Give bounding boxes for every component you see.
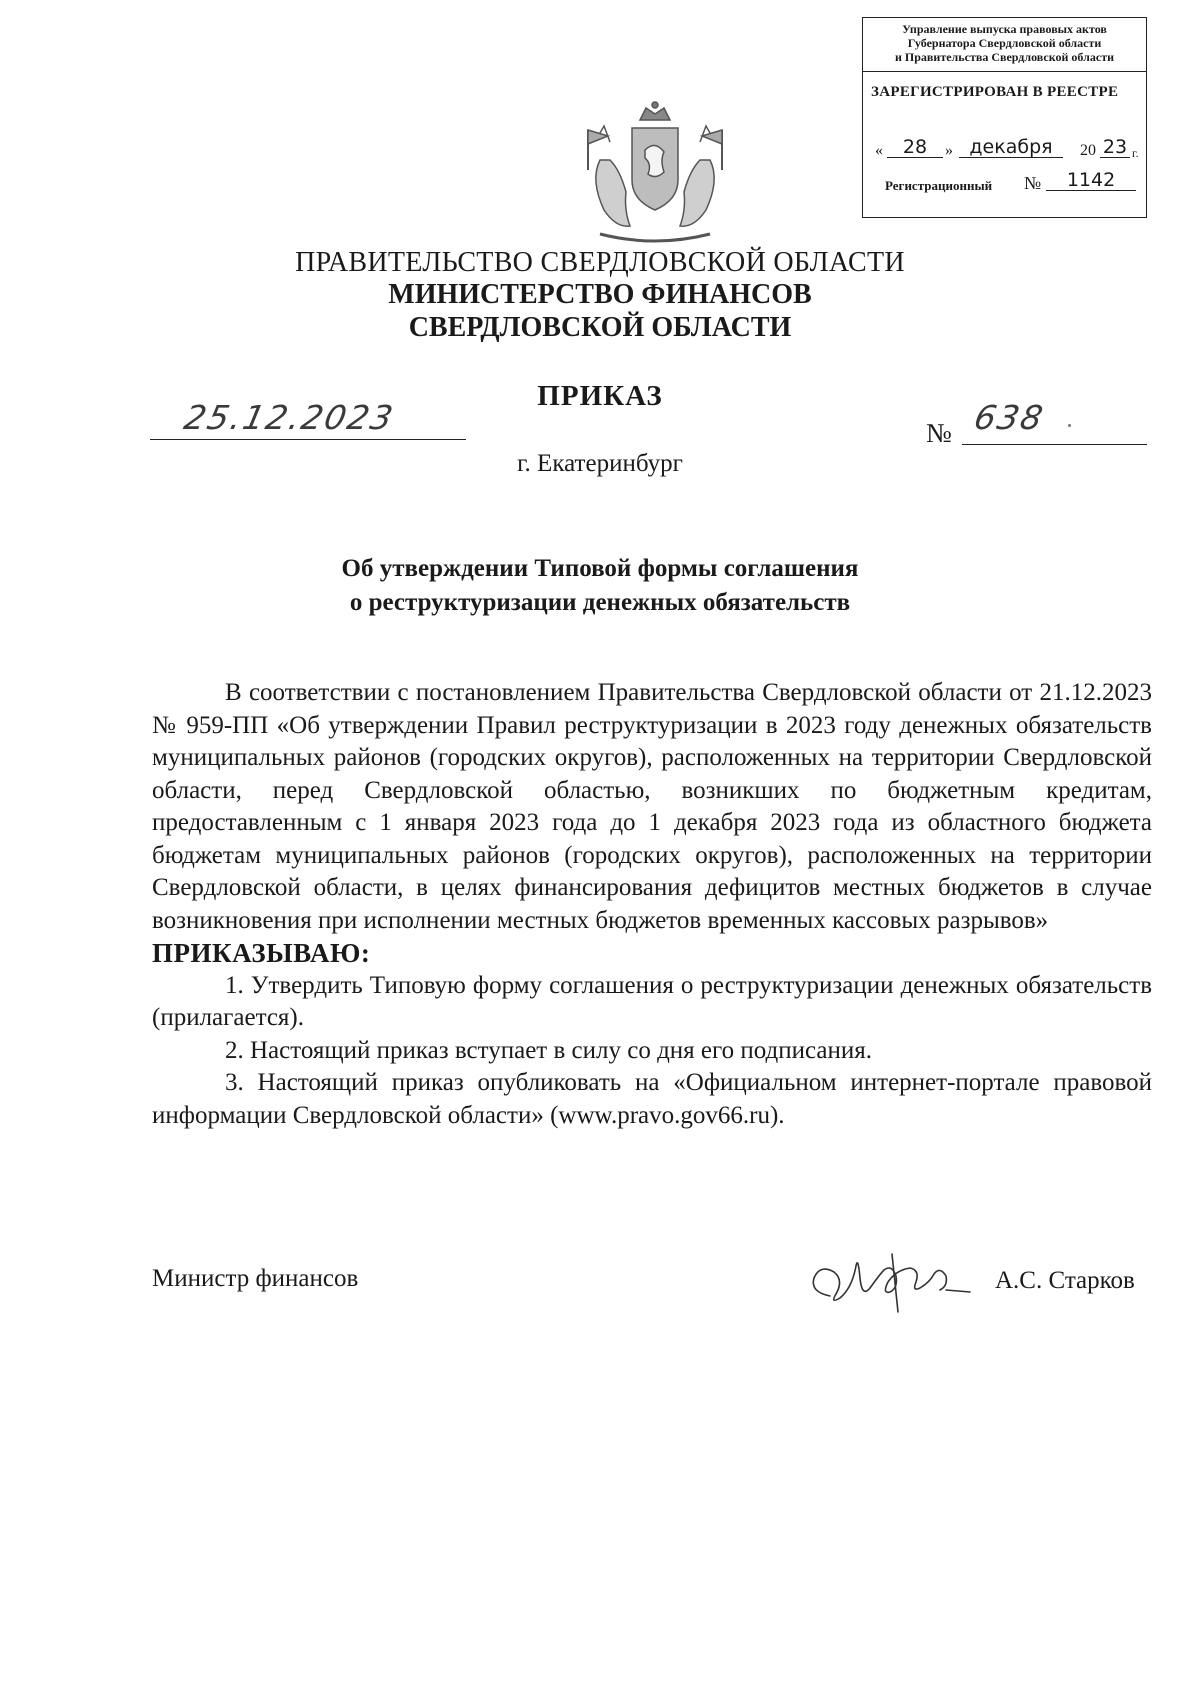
stamp-year-suffix: 23	[1100, 137, 1130, 158]
coat-of-arms-emblem	[560, 100, 750, 250]
order-item-2: 2. Настоящий приказ вступает в силу со дня его подписания.	[225, 1036, 873, 1064]
document-type: ПРИКАЗ	[537, 380, 663, 412]
stamp-quote-close: »	[945, 142, 953, 159]
city: г. Екатеринбург	[517, 450, 683, 477]
stamp-registered-label: ЗАРЕГИСТРИРОВАН В РЕЕСТРЕ	[871, 84, 1119, 100]
ministry-name-line-1: МИНИСТЕРСТВО ФИНАНСОВ	[388, 279, 812, 310]
order-item-3: 3. Настоящий приказ опубликовать на «Официальном интернет-портале правовой информации Свердловской области» (www.pravo.gov66.ru).	[152, 1069, 1152, 1129]
subject-line: Об утверждении Типовой формы соглашения	[341, 555, 859, 582]
stamp-quote-open: «	[875, 142, 883, 159]
subject-line: о реструктуризации денежных обязательств	[349, 589, 851, 616]
handwritten-order-number: 638	[970, 398, 1049, 437]
ministry-name-line-2: СВЕРДЛОВСКОЙ ОБЛАСТИ	[408, 312, 792, 343]
stamp-regno-label: Регистрационный	[885, 178, 993, 193]
stamp-header-line: Губернатора Свердловской области	[907, 36, 1102, 50]
document-body	[152, 677, 1152, 1132]
date-underline	[150, 439, 466, 440]
stamp-number-sign: №	[1024, 173, 1042, 193]
stamp-year-prefix: 20	[1080, 142, 1096, 159]
order-word: ПРИКАЗЫВАЮ:	[152, 938, 371, 968]
number-underline	[962, 444, 1147, 445]
stamp-regno: 1142	[1046, 170, 1136, 191]
preamble-paragraph: В соответствии с постановлением Правительства Свердловской области от 21.12.2023 № 959-ПП «Об утверждении Правил реструктуризации в 2023 году денежных обязательств муниципальных районов (городских округов), расположенных на территории Свердловской области, перед Свердловской областью, возникших по бюджетным кредитам, предоставленным с 1 января 2023 года до 1 декабря 2023 года из областного бюджета бюджетам муниципальных районов (городских округов), расположенных на территории Свердловской области, в целях финансирования дефицитов местных бюджетов в случае возникновения при исполнении местных бюджетов временных кассовых разрывов»	[152, 679, 1152, 934]
signatory-name: А.С. Старков	[995, 1267, 1135, 1294]
pen-dot	[1068, 424, 1071, 427]
order-item-1: 1. Утвердить Типовую форму соглашения о реструктуризации денежных обязательств (прилагается).	[152, 971, 1152, 1031]
handwritten-signature	[800, 1248, 980, 1318]
stamp-month: декабря	[959, 137, 1063, 158]
stamp-year-unit: г.	[1132, 146, 1139, 160]
stamp-header-line: и Правительства Свердловской области	[895, 50, 1114, 64]
document-subject	[0, 552, 1200, 620]
stamp-header	[863, 18, 1146, 72]
stamp-day: 28	[887, 137, 943, 158]
government-name: ПРАВИТЕЛЬСТВО СВЕРДЛОВСКОЙ ОБЛАСТИ	[295, 247, 905, 278]
stamp-header-line: Управление выпуска правовых актов	[902, 22, 1107, 36]
order-number-sign: №	[926, 418, 952, 448]
signatory-role: Министр финансов	[152, 1265, 359, 1292]
handwritten-date: 25.12.2023	[180, 398, 399, 437]
registration-stamp	[862, 17, 1147, 218]
